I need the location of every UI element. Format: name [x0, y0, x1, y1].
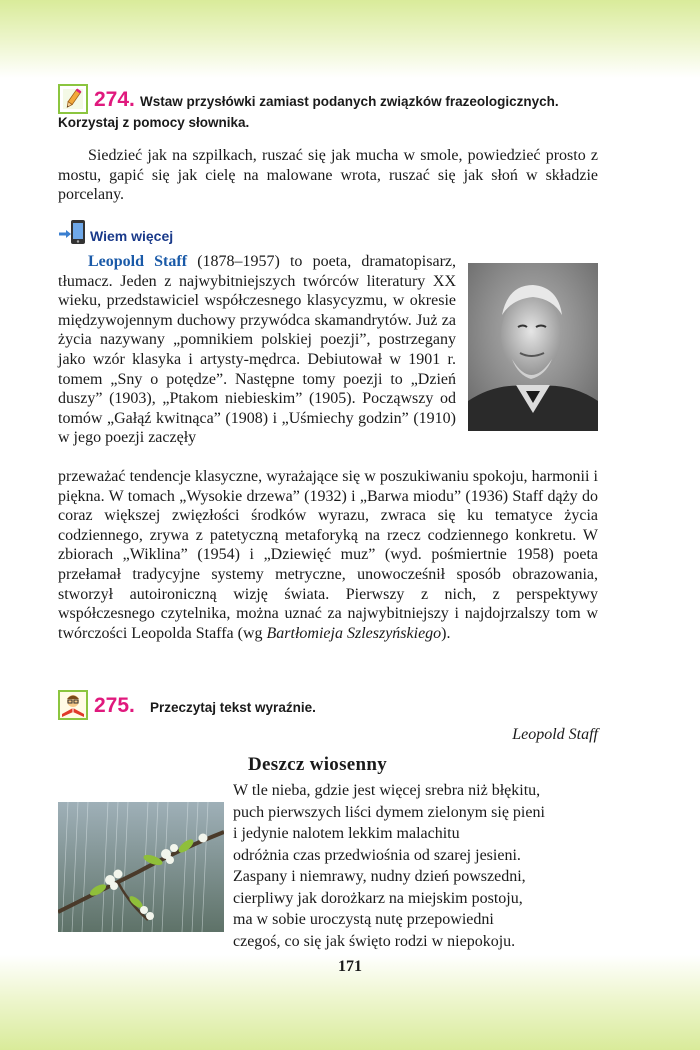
poem-body [233, 780, 603, 952]
biography-continued [58, 467, 598, 643]
poem-line: ma w sobie uroczystą nutę przepowiedni [233, 911, 494, 928]
poem-line: Zaspany i niemrawy, nudny dzień powszedni, [233, 868, 526, 885]
biography-intro [58, 252, 456, 448]
poem-line: W tle nieba, gdzie jest więcej srebra niż błękitu, [233, 782, 541, 799]
exercise-274-body: Siedzieć jak na szpilkach, ruszać się jak mucha w smole, powiedzieć prosto z mostu, gapić się jak cielę na malowane wrota, ruszać się jak słoń w składzie porcelany. [58, 147, 598, 204]
biography-source-author: Bartłomieja Szleszyńskiego [266, 624, 442, 642]
wiem-wiecej-header [58, 218, 358, 248]
poem-author: Leopold Staff [512, 726, 598, 743]
poem-line: cierpliwy jak dorożkarz na miejskim postoju, [233, 889, 523, 907]
exercise-number: 274. [94, 88, 135, 111]
biography-source-end: ). [441, 624, 451, 642]
exercise-275-header [58, 690, 618, 724]
poem-line: puch pierwszych liści dymem zielonym się pieni [233, 803, 545, 821]
exercise-274-header [58, 84, 618, 144]
tablet-icon [58, 218, 88, 253]
poem-line: i jedynie nalotem lekkim malachitu [233, 825, 460, 842]
leopold-staff-portrait [468, 263, 598, 431]
pencil-icon [58, 84, 88, 114]
exercise-instruction-line1: Wstaw przysłówki zamiast podanych związków frazeologicznych. [140, 94, 559, 109]
spring-rain-photo [58, 802, 224, 932]
poem-line: czegoś, co się jak święto rodzi w niepokoju. [233, 932, 516, 950]
exercise-instruction-line2: Korzystaj z pomocy słownika. [58, 115, 250, 130]
poem-title: Deszcz wiosenny [248, 754, 388, 775]
biography-name: Leopold Staff [88, 253, 188, 270]
page-number: 171 [338, 958, 362, 975]
exercise-number: 275. [94, 694, 135, 717]
exercise-instruction: Przeczytaj tekst wyraźnie. [150, 700, 316, 715]
wiem-wiecej-label: Wiem więcej [90, 228, 174, 244]
reading-kid-icon [58, 690, 88, 720]
exercise-274-text [58, 146, 598, 205]
biography-intro-text: (1878–1957) to poeta, dramatopisarz, tłumacz. Jeden z najwybitniejszych twórców literatury XX wieku, przedstawiciel współczesnego klasycyzmu, w okresie międzywojennym duchowy przywódca skamandrytów. Już za życia nazywany „pomnikiem polskiej poezji”, postrzegany jako wzór klasyka i artysty-mędrca. Debiutował w 1901 r. tomem „Sny o potędze”. Następne tomy poezji to „Dzień duszy” (1903), „Ptakom niebieskim” (1905). Począwszy od tomów „Gałąź kwitnąca” (1908) i „Uśmiechy godzin” (1910) w jego poezji zaczęły [58, 253, 456, 447]
biography-rest-text: przeważać tendencje klasyczne, wyrażające się w poszukiwaniu spokoju, harmonii i piękna. W tomach „Wysokie drzewa” (1932) i „Barwa miodu” (1936) Staff dąży do coraz większej zwięzłości środków wyrazu, zwraca się ku tematyce życia codziennego, zrywa z patetyczną metaforyką na rzecz codziennego konkretu. W zbiorach „Wiklina” (1954) i „Dziewięć muz” (wyd. pośmiertnie 1958) poeta przełamał tradycyjne systemy metryczne, unowocześnił sposób obrazowania, stworzył autoironiczną wizję świata. Pierwszy z nich, z perspektywy współczesnego czytelnika, można uznać za najwybitniejszy i najdojrzalszy tom w twórczości Leopolda Staffa (wg [58, 468, 598, 642]
poem-line: odróżnia czas przedwiośnia od szarej jesieni. [233, 846, 521, 864]
top-decorative-band [0, 0, 700, 78]
